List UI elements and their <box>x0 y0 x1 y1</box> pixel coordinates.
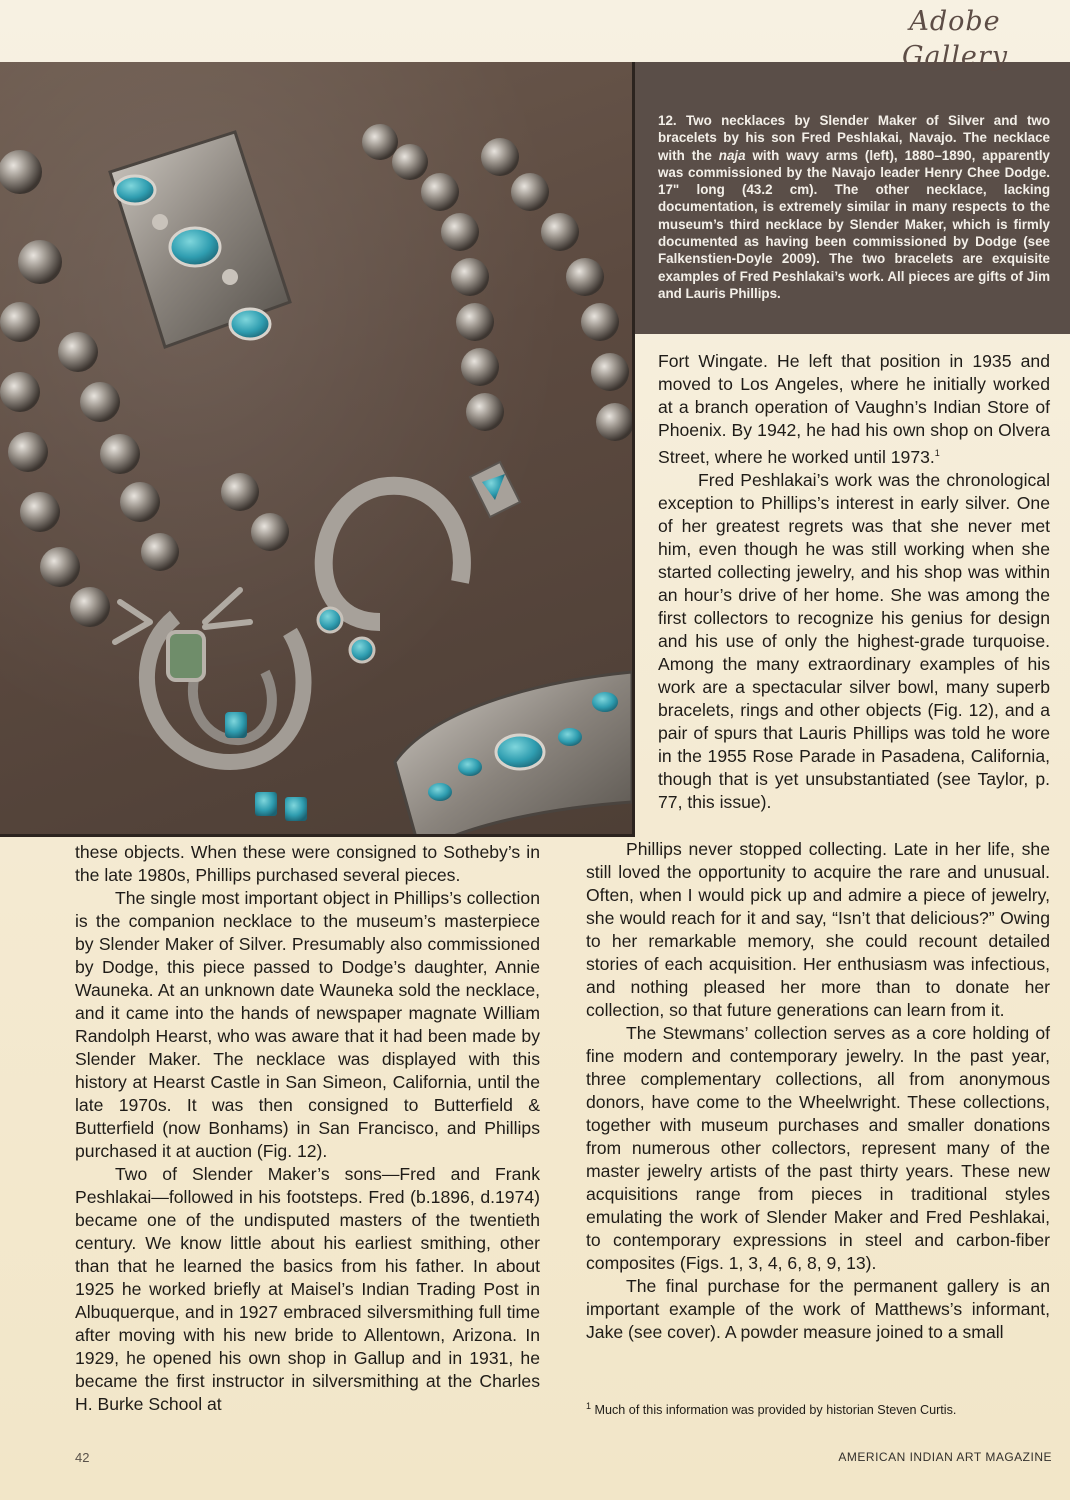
paragraph: The single most important object in Phillips’s collection is the companion necklace to the museum’s masterpiece by Slender Maker of Silver. Presumably also commissioned by Dodge, this piece passed to Dodge’s daughter, Annie Wauneka. At an unknown date Wauneka sold the necklace, and it came into the hands of newspaper magnate William Randolph Hearst, who was aware that it had been made by Slender Maker. The necklace was displayed with this history at Hearst Castle in San Simeon, California, until the late 1970s. It was then consigned to Butterfield & Butterfield (now Bonhams) in San Francisco, and Phillips purchased it at auction (Fig. 12). <box>75 888 540 1161</box>
paragraph: these objects. When these were consigned to Sotheby’s in the late 1980s, Phillips purchased several pieces. <box>75 842 540 885</box>
top-bracelet <box>110 132 290 347</box>
right-necklace <box>318 124 632 662</box>
paragraph: The final purchase for the permanent gallery is an important example of the work of Matthews’s informant, Jake (see cover). A powder measure joined to a small <box>586 1276 1050 1342</box>
caption-text-2: with wavy arms (left), 1880–1890, apparently was commissioned by the Navajo leader Henry Chee Dodge. 17" long (43.2 cm). The other necklace, lacking documentation, is extremely similar in many respects to the museum’s third necklace by Slender Maker, which is firmly documented as having been commissioned by Dodge (see Falkenstien-Doyle 2009). The two bracelets are exquisite examples of Fred Peshlakai’s work. All pieces are gifts of Jim and Lauris Phillips. <box>658 147 1050 301</box>
footnote <box>586 1398 1050 1418</box>
jewelry-illustration <box>0 62 632 834</box>
paragraph: The Stewmans’ collection serves as a core holding of fine modern and contemporary jewelry. In the past year, three complementary collections, all from anonymous donors, have come to the Wheelwright. These collections, together with museum purchases and smaller donations from numerous other collectors, represent many of the master jewelry artists of the past thirty years. These new acquisitions range from pieces in traditional styles emulating the work of Slender Maker and Fred Peshlakai, to contemporary expressions in steel and carbon-fiber composites (Figs. 1, 3, 4, 6, 8, 9, 13). <box>586 1023 1050 1273</box>
footnote-ref: 1 <box>934 448 940 458</box>
logo-line-1: Adobe <box>909 6 1001 37</box>
left-column <box>75 841 540 1416</box>
figure-caption <box>658 112 1050 302</box>
jewelry-photo <box>0 62 635 837</box>
footnote-mark: 1 <box>586 1401 592 1411</box>
paragraph <box>658 350 1050 469</box>
paragraph: Phillips never stopped collecting. Late in her life, she still loved the opportunity to acquire the rare and unusual. Often, when I would pick up and admire a piece of jewelry, she would reach for it and say, “Isn’t that delicious?” Owing to her remarkable memory, she could recount detailed stories of each acquisition. Her enthusiasm was infectious, and nothing pleased her more than to donate her collection, so that future generations can learn from it. <box>586 839 1050 1020</box>
magazine-name: AMERICAN INDIAN ART MAGAZINE <box>838 1450 1052 1464</box>
right-column-bottom <box>586 838 1050 1344</box>
page-number: 42 <box>75 1450 90 1465</box>
paragraph-text: Fort Wingate. He left that position in 1935 and moved to Los Angeles, where he initially worked at a branch operation of Vaughn’s Indian Store of Phoenix. By 1942, he had his own shop on Olvera Street, where he worked until 1973. <box>658 351 1050 467</box>
paragraph: Two of Slender Maker’s sons—Fred and Frank Peshlakai—followed in his footsteps. Fred (b.1896, d.1974) became one of the undisputed masters of the twentieth century. We know little about his earliest smithing, other than that he learned the basics from his father. In about 1925 he worked briefly at Maisel’s Indian Trading Post in Albuquerque, and in 1927 embraced silversmithing full time after moving with his new bride to Allentown, Arizona. In 1929, he opened his own shop in Gallup and in 1931, he became the first instructor in silversmithing at the Charles H. Burke School at <box>75 1164 540 1414</box>
right-column-top <box>658 350 1050 814</box>
caption-naja: naja <box>718 147 746 163</box>
bottom-bracelet <box>395 672 632 834</box>
footnote-text: Much of this information was provided by historian Steven Curtis. <box>591 1403 957 1418</box>
logo-line-2: Gallery <box>901 41 1009 72</box>
paragraph: Fred Peshlakai’s work was the chronological exception to Phillips’s interest in early silver. One of her greatest regrets was that she never met him, even though he was still working when she started collecting jewelry, and his shop was within an hour’s drive of her home. She was among the first collectors to recognize his genius for design and his use of only the highest-grade turquoise. Among the many extraordinary examples of his work are a spectacular silver bowl, many superb bracelets, rings and other objects (Fig. 12), and a pair of spurs that Lauris Phillips was told he wore in the 1955 Rose Parade in Pasadena, California, though that is yet unsubstantiated (see Taylor, p. 77, this issue). <box>658 469 1050 812</box>
caption-text-1: 12. Two necklaces by Slender Maker of Silver and two bracelets by his son Fred Peshlakai, Navajo. The necklace with the <box>658 113 1050 163</box>
gallery-logo <box>880 4 1030 74</box>
